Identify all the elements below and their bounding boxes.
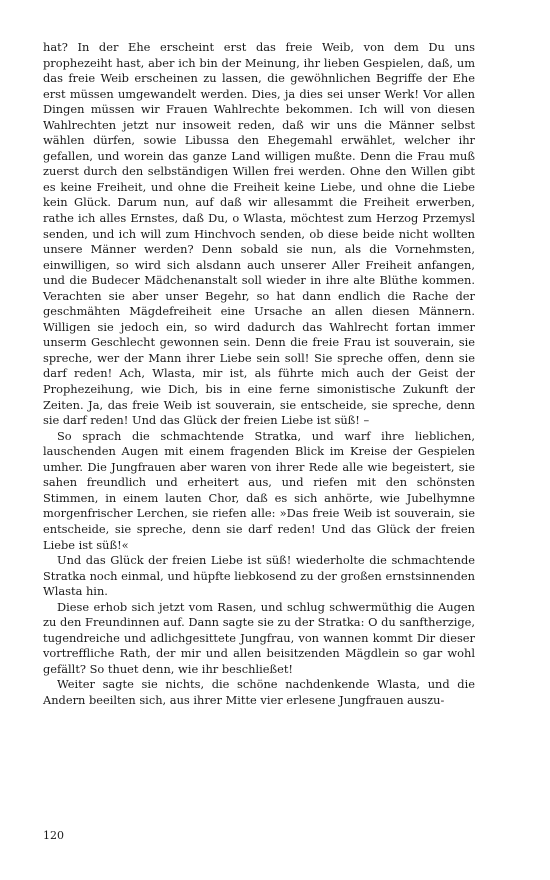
page-number: 120 bbox=[43, 829, 64, 842]
paragraph: Diese erhob sich jetzt vom Rasen, und schlug schwermüthig die Augen zu den Freundinnen auf. Dann sagte sie zu der Stratka: O du sanftherzige, tugendreiche und adlichgesittete Jungfrau, von wannen kommt Dir dieser vortreffliche Rath, der mir und allen beisitzenden Mägdlein so gar wohl gefällt? So thuet denn, wie ihr beschließet! bbox=[43, 599, 475, 676]
paragraph: So sprach die schmachtende Stratka, und warf ihre lieblichen, lauschenden Augen mit einem fragenden Blick im Kreise der Gespielen umher. Die Jungfrauen aber waren von ihrer Rede alle wie begeistert, sie sahen freundlich und erheitert aus, und riefen mit den schönsten Stimmen, in einem lauten Chor, daß es sich anhörte, wie Jubelhymne morgenfrischer Lerchen, sie riefen alle: »Das freie Weib ist souverain, sie entscheide, sie spreche, denn sie darf reden! Und das Glück der freien Liebe ist süß!« bbox=[43, 428, 475, 552]
page-text-block bbox=[43, 40, 475, 709]
paragraph: Und das Glück der freien Liebe ist süß! wiederholte die schmachtende Stratka noch einmal, und hüpfte liebkosend zu der großen ernstsinnenden Wlasta hin. bbox=[43, 553, 475, 599]
paragraph: hat? In der Ehe erscheint erst das freie Weib, von dem Du uns prophezeiht hast, aber ich bin der Meinung, ihr lieben Gespielen, daß, um das freie Weib erscheinen zu lassen, die gewöhnlichen Begriffe der Ehe erst müssen umgewandelt werden. Dies, ja dies sei unser Werk! Vor allen Dingen müssen wir Frauen Wahlrechte bekommen. Ich will von diesen Wahlrechten jetzt nur insoweit reden, daß wir uns die Männer selbst wählen dürfen, sowie Libussa den Ehegemahl erwählet, welcher ihr gefallen, und worein das ganze Land willigen mußte. Denn die Frau muß zuerst durch den selbständigen Willen frei werden. Ohne den Willen gibt es keine Freiheit, und ohne die Freiheit keine Liebe, und ohne die Liebe kein Glück. Darum nun, auf daß wir allesammt die Freiheit erwerben, rathe ich alles Ernstes, daß Du, o Wlasta, möchtest zum Herzog Przemysl senden, und ich will zum Hinchvoch senden, ob diese beide nicht wollten unsere Männer werden? Denn sobald sie nun, als die Vornehmsten, einwilligen, so wird sich alsdann auch unserer Aller Freiheit anfangen, und die Budecer Mädchenanstalt soll wieder in ihre alte Blüthe kommen. Verachten sie aber unser Begehr, so hat dann endlich die Rache der geschmähten Mägdefreiheit eine Ursache an allen diesen Männern. Willigen sie jedoch ein, so wird dadurch das Wahlrecht fortan immer unserm Geschlecht gewonnen sein. Denn die freie Frau ist souverain, sie spreche, wer der Mann ihrer Liebe sein soll! Sie spreche offen, denn sie darf reden! Ach, Wlasta, mir ist, als führte mich auch der Geist der Prophezeihung, wie Dich, bis in eine ferne simonistische Zukunft der Zeiten. Ja, das freie Weib ist souverain, sie entscheide, sie spreche, denn sie darf reden! Und das Glück der freien Liebe ist süß! – bbox=[43, 40, 475, 428]
paragraph: Weiter sagte sie nichts, die schöne nachdenkende Wlasta, und die Andern beeilten sich, aus ihrer Mitte vier erlesene Jungfrauen auszu- bbox=[43, 677, 475, 707]
